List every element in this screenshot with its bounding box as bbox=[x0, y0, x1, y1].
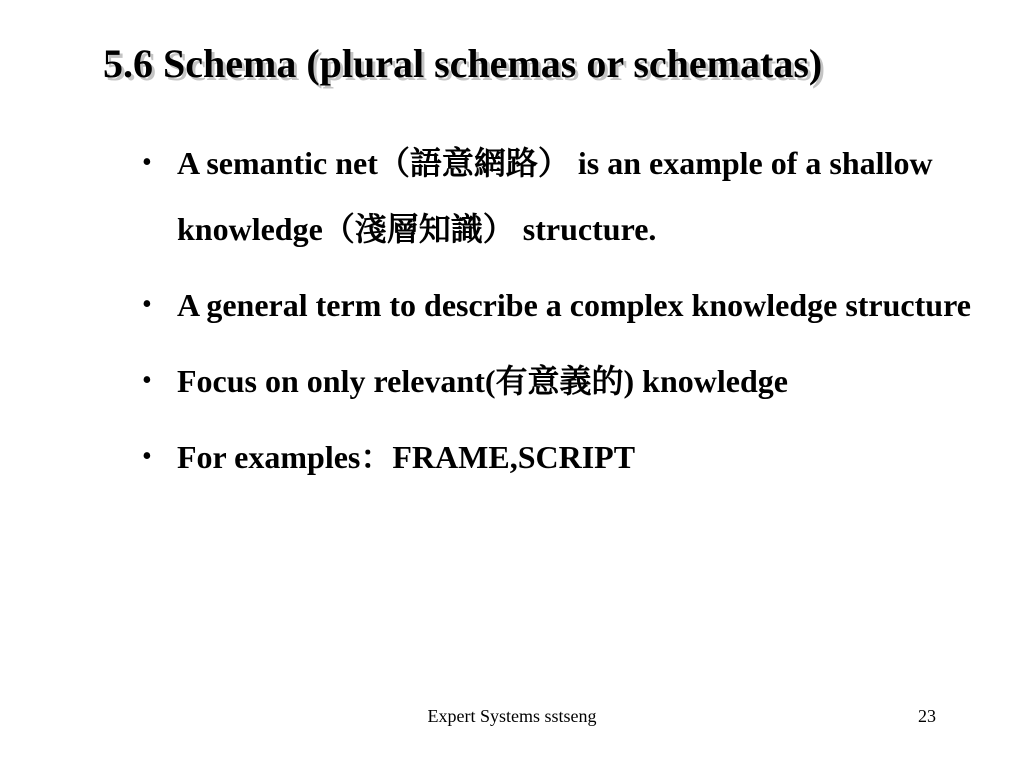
bullet-text: Focus on only relevant(有意義的) knowledge bbox=[177, 363, 788, 399]
bullet-marker: • bbox=[142, 147, 152, 178]
slide-title: 5.6 Schema (plural schemas or schematas) bbox=[103, 41, 823, 86]
bullet-marker: • bbox=[142, 365, 152, 396]
bullet-list bbox=[142, 130, 1012, 500]
bullet-item bbox=[142, 130, 1012, 262]
bullet-item bbox=[142, 348, 1012, 414]
bullet-item bbox=[142, 272, 1012, 338]
page-number: 23 bbox=[918, 706, 936, 726]
bullet-item bbox=[142, 424, 1012, 490]
bullet-text: A semantic net（語意網路） is an example of a shallow knowledge（淺層知識） structure. bbox=[177, 145, 933, 247]
footer-text: Expert Systems sstseng bbox=[427, 706, 597, 726]
bullet-text: A general term to describe a complex knowledge structure bbox=[177, 287, 971, 323]
bullet-marker: • bbox=[142, 441, 152, 472]
bullet-text: For examples：FRAME,SCRIPT bbox=[177, 439, 636, 475]
bullet-marker: • bbox=[142, 289, 152, 320]
